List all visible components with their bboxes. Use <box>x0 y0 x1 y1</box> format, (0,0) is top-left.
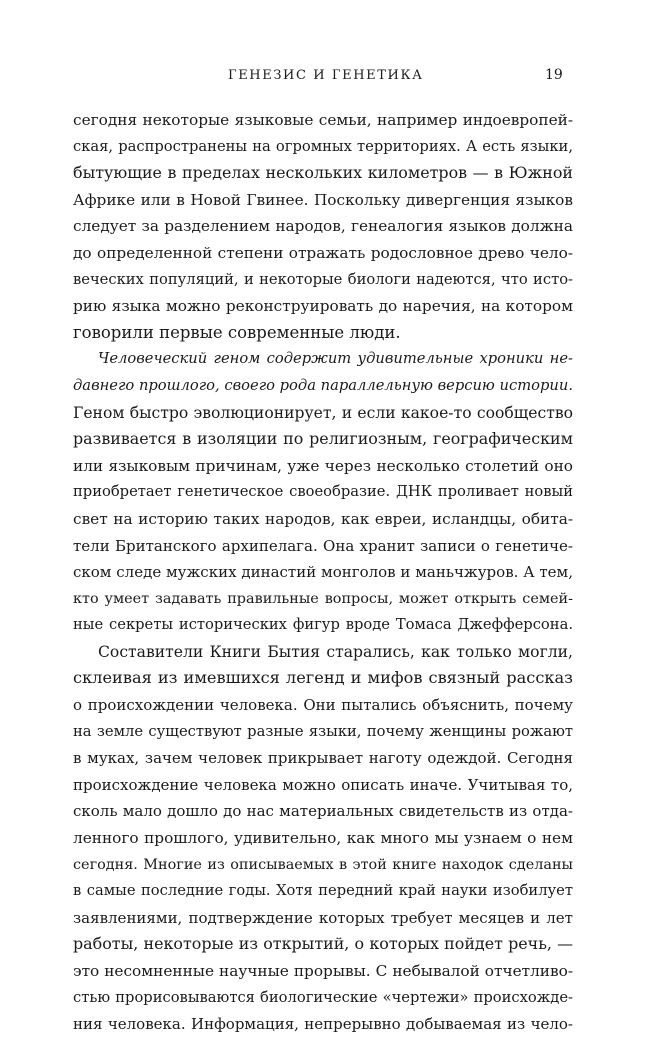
body-text <box>73 107 573 1038</box>
paragraph <box>73 346 573 639</box>
text-line: Человеческий геном содержит удивительные хроники не- <box>98 350 573 368</box>
text-line: тели Британского архипелага. Она хранит записи о генетиче- <box>73 536 573 555</box>
text-line: Африке или в Новой Гвинее. Поскольку дивергенция языков <box>73 190 573 209</box>
text-line: в муках, зачем человек прикрывает наготу одеждой. Сегодня <box>73 749 573 768</box>
text-line: веческих популяций, и некоторые биологи надеются, что исто- <box>73 270 573 288</box>
text-line: ленного прошлого, удивительно, как много мы узнаем о нем <box>73 829 573 848</box>
text-line: в самые последние годы. Хотя передний край науки изобилует <box>73 882 573 900</box>
text-line: кто умеет задавать правильные вопросы, может открыть семей- <box>73 590 573 607</box>
running-title: ГЕНЕЗИС И ГЕНЕТИКА <box>228 68 424 83</box>
text-line: развивается в изоляции по религиозным, географическим <box>73 429 573 449</box>
text-line: сегодня некоторые языковые семьи, например индоевропей- <box>73 111 573 129</box>
text-line: ская, распространены на огромных территориях. А есть языки, <box>73 137 573 155</box>
text-line: до определенной степени отражать родословное древо чело- <box>73 243 573 262</box>
text-line: о происхождении человека. Они пытались объяснить, почему <box>73 696 573 715</box>
text-line: свет на историю таких народов, как евреи, исландцы, обита- <box>73 509 573 528</box>
text-line: происхождение человека можно описать иначе. Учитывая то, <box>73 775 573 794</box>
text-line: сегодня. Многие из описываемых в этой книге находок сделаны <box>73 856 573 873</box>
text-line: следует за разделением народов, генеалогия языков должна <box>73 217 573 236</box>
text-line: склеивая из имевшихся легенд и мифов связный рассказ <box>73 668 573 688</box>
paragraph <box>73 639 573 1038</box>
paragraph <box>73 107 573 346</box>
text-line: Составители Книги Бытия старались, как только могли, <box>98 642 573 661</box>
text-line: работы, некоторые из открытий, о которых пойдет речь, — <box>73 934 573 954</box>
text-line: это несомненные научные прорывы. С небывалой отчетливо- <box>73 962 573 980</box>
text-line: ния человека. Информация, непрерывно добываемая из чело- <box>73 1015 573 1034</box>
text-line: стью прорисовываются биологические «чертежи» происхожде- <box>73 988 573 1006</box>
text-line: сколь мало дошло до нас материальных свидетельств из отда- <box>73 802 573 821</box>
text-line: на земле существуют разные языки, почему женщины рожают <box>73 722 573 740</box>
text-line: бытующие в пределах нескольких километров — в Южной <box>73 163 573 183</box>
text-line: ском следе мужских династий монголов и маньчжуров. А тем, <box>73 563 573 582</box>
text-line: давнего прошлого, своего рода параллельную версию истории. <box>73 376 573 394</box>
page-number: 19 <box>545 67 563 83</box>
text-line: приобретает генетическое своеобразие. ДНК проливает новый <box>73 483 573 501</box>
text-line: ные секреты исторических фигур вроде Томаса Джефферсона. <box>73 616 573 634</box>
text-line: или языковым причинам, уже через несколько столетий оно <box>73 456 573 475</box>
text-line: заявлениями, подтверждение которых требует месяцев и лет <box>73 908 573 927</box>
text-line: Геном быстро эволюционирует, и если какое-то сообщество <box>73 403 573 422</box>
text-line: говорили первые современные люди. <box>73 322 401 342</box>
text-line: рию языка можно реконструировать до наречия, на котором <box>73 297 573 316</box>
